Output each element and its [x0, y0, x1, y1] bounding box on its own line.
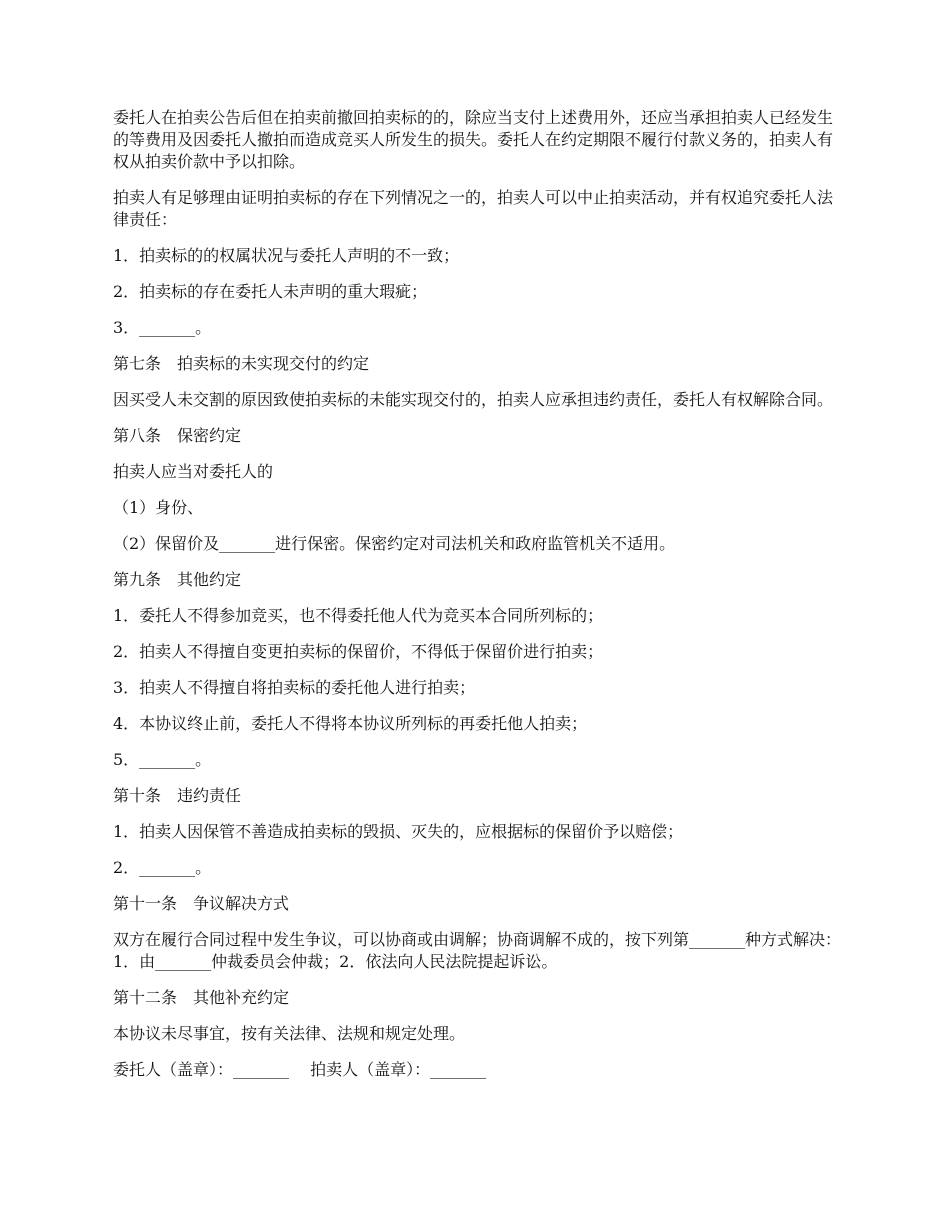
list-item-undeclared-defect: 2．拍卖标的存在委托人未声明的重大瑕疵； — [113, 282, 428, 301]
paragraph-suspension-conditions: 拍卖人有足够理由证明拍卖标的存在下列情况之一的，拍卖人可以中止拍卖活动，并有权追究委托人法律责任： — [113, 188, 834, 229]
list-item-blank-3: 3．_______。 — [113, 318, 212, 337]
list-item-no-bidding: 1．委托人不得参加竞买，也不得委托他人代为竞买本合同所列标的； — [113, 606, 604, 625]
paragraph-supplementary: 本协议未尽事宜，按有关法律、法规和规定处理。 — [113, 1024, 466, 1043]
paragraph-dispute-resolution: 双方在履行合同过程中发生争议，可以协商或由调解；协商调解不成的，按下列第_______种方式解决：1．由_______仲裁委员会仲裁；2．依法向人民法院提起诉讼。 — [113, 930, 842, 971]
list-item-blank-5: 5．_______。 — [113, 750, 212, 769]
list-item-no-reconsignment: 4．本协议终止前，委托人不得将本协议所列标的再委托他人拍卖； — [113, 714, 588, 733]
paragraph-withdrawal-terms: 委托人在拍卖公告后但在拍卖前撤回拍卖标的的，除应当支付上述费用外，还应当承担拍卖人已经发生的等费用及因委托人撤拍而造成竞买人所发生的损失。委托人在约定期限不履行付款义务的，拍卖人有权从拍卖价款中予以扣除。 — [113, 108, 834, 171]
signature-line: 委托人（盖章）：_______ 拍卖人（盖章）：_______ — [113, 1060, 487, 1079]
section-heading-article-10: 第十条 违约责任 — [113, 786, 242, 805]
list-item-blank-2: 2．_______。 — [113, 858, 212, 877]
paragraph-delivery-failure: 因买受人未交割的原因致使拍卖标的未能实现交付的，拍卖人应承担违约责任，委托人有权解除合同。 — [113, 390, 834, 409]
section-heading-article-7: 第七条 拍卖标的未实现交付的约定 — [113, 354, 370, 373]
list-item-compensation: 1．拍卖人因保管不善造成拍卖标的毁损、灭失的，应根据标的保留价予以赔偿； — [113, 822, 684, 841]
list-item-no-subdelegation: 3．拍卖人不得擅自将拍卖标的委托他人进行拍卖； — [113, 678, 476, 697]
list-item-identity: （1）身份、 — [113, 498, 204, 517]
list-item-no-price-change: 2．拍卖人不得擅自变更拍卖标的保留价，不得低于保留价进行拍卖； — [113, 642, 604, 661]
list-item-reserve-price: （2）保留价及_______进行保密。保密约定对司法机关和政府监管机关不适用。 — [113, 534, 676, 553]
section-heading-article-12: 第十二条 其他补充约定 — [113, 988, 290, 1007]
list-item-ownership-mismatch: 1．拍卖标的的权属状况与委托人声明的不一致； — [113, 246, 460, 265]
section-heading-article-8: 第八条 保密约定 — [113, 426, 242, 445]
section-heading-article-11: 第十一条 争议解决方式 — [113, 894, 290, 913]
paragraph-confidentiality-intro: 拍卖人应当对委托人的 — [113, 462, 274, 481]
section-heading-article-9: 第九条 其他约定 — [113, 570, 242, 589]
document-body — [113, 107, 843, 1095]
